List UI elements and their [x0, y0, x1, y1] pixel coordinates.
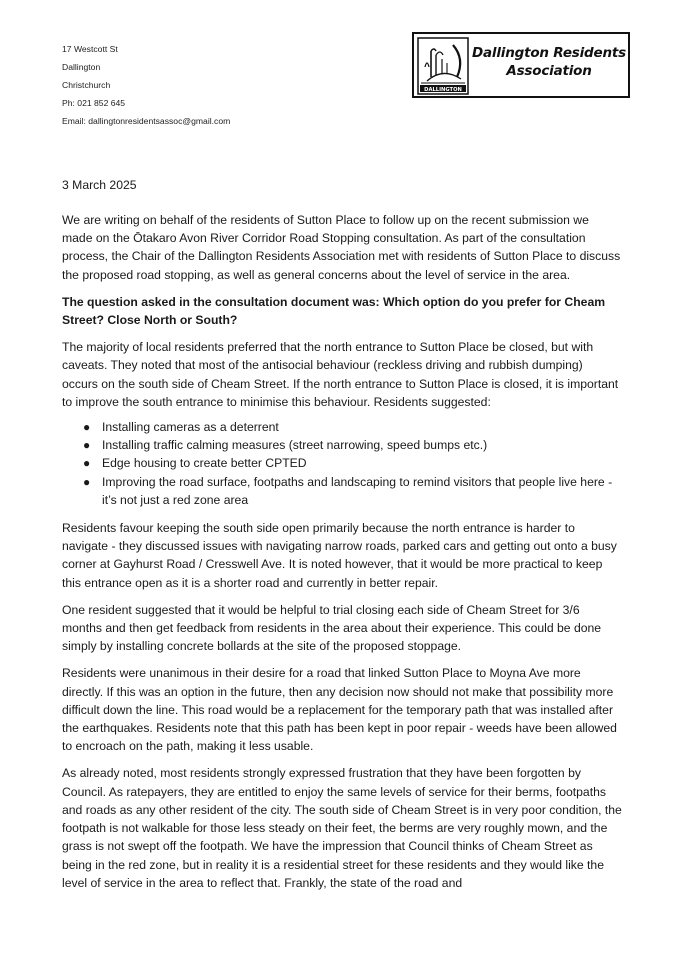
- list-item: [83, 436, 622, 454]
- bullet-icon: ●: [83, 474, 91, 489]
- association-logo: [412, 32, 630, 98]
- address-city: Christchurch: [62, 80, 111, 90]
- list-item: [83, 418, 622, 436]
- list-item: [83, 473, 622, 509]
- paragraph-question: The question asked in the consultation document was: Which option do you prefer for Cheam Street? Close North or South?: [62, 294, 606, 328]
- dallington-emblem-icon: [417, 37, 469, 95]
- logo-title: [472, 44, 626, 80]
- list-item: [83, 454, 622, 472]
- list-item-text: Installing cameras as a deterrent: [102, 420, 279, 435]
- paragraph-linked-road: Residents were unanimous in their desire for a road that linked Sutton Place to Moyna Ave more directly. If this was an option in the future, then any decision now should not make that possibility more difficult down the line. This road would be a replacement for the temporary path that was installed after the earthquakes. Residents note that this path has been kept in poor repair - weeds have been allowed to encroach on the path, making it less usable.: [62, 666, 617, 754]
- bullet-icon: ●: [83, 420, 91, 435]
- bullet-icon: ●: [83, 438, 91, 453]
- paragraph-majority: The majority of local residents preferred that the north entrance to Sutton Place be closed, but with caveats. They noted that most of the antisocial behaviour (reckless driving and rubbish dumping) occurs on the south side of Cheam Street. If the north entrance to Sutton Place is closed, it is important to improve the south entrance to minimise this behaviour. Residents suggested:: [62, 340, 619, 409]
- letter-date: 3 March 2025: [62, 178, 137, 192]
- address-email: Email: dallingtonresidentsassoc@gmail.com: [62, 116, 231, 126]
- bullet-icon: ●: [83, 456, 91, 471]
- logo-title-line2: Association: [506, 63, 592, 79]
- paragraph-intro: We are writing on behalf of the residents of Sutton Place to follow up on the recent submission we made on the Ōtakaro Avon River Corridor Road Stopping consultation. As part of the consultation process, the Chair of the Dallington Residents Association met with residents of Sutton Place to discuss the proposed road stopping, as well as general concerns about the level of service in the area.: [62, 213, 621, 282]
- emblem-label: DALLINGTON: [424, 87, 462, 93]
- address-street: 17 Westcott St: [62, 44, 118, 54]
- address-suburb: Dallington: [62, 62, 101, 72]
- suggestions-list: [62, 418, 622, 509]
- list-item-text: Installing traffic calming measures (street narrowing, speed bumps etc.): [102, 438, 488, 453]
- letter-body: [62, 211, 622, 892]
- paragraph-south-side: Residents favour keeping the south side open primarily because the north entrance is harder to navigate - they discussed issues with navigating narrow roads, parked cars and getting out onto a busy corner at Gayhurst Road / Cresswell Ave. It is noted however, that it would be more practical to keep this entrance open as it is a shorter road and currently in better repair.: [62, 521, 617, 590]
- logo-title-line1: Dallington Residents: [472, 45, 626, 61]
- paragraph-trial: One resident suggested that it would be helpful to trial closing each side of Cheam Street for 3/6 months and then get feedback from residents in the area about their experience. This could be done simply by installing concrete bollards at the site of the proposed stoppage.: [62, 602, 602, 654]
- paragraph-frustration: As already noted, most residents strongly expressed frustration that they have been forgotten by Council. As ratepayers, they are entitled to enjoy the same levels of service for their berms, footpaths and roads as any other resident of the city. The south side of Cheam Street is in very poor condition, the footpath is not walkable for those less steady on their feet, the berms are very roughly mown, and the grass is not swept off the footpath. We have the impression that Council thinks of Cheam Street as being in the red zone, but in reality it is a residential street for these residents and they would like the level of service in the area to reflect that. Frankly, the state of the road and: [62, 766, 622, 890]
- address-phone: Ph: 021 852 645: [62, 98, 126, 108]
- list-item-text: Improving the road surface, footpaths and landscaping to remind visitors that people live here - it’s not just a red zone area: [102, 474, 613, 507]
- list-item-text: Edge housing to create better CPTED: [102, 456, 307, 471]
- sender-address: [62, 40, 230, 130]
